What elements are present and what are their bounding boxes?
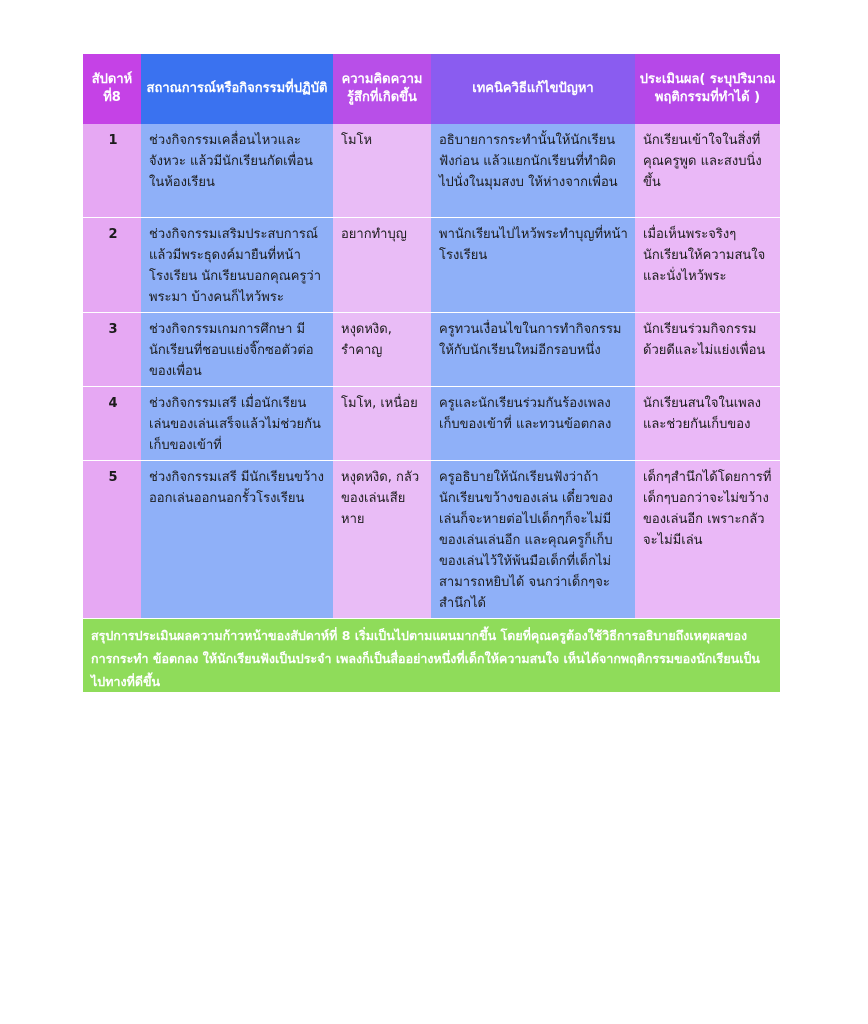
row-number: 2 <box>83 217 141 312</box>
row-number: 1 <box>83 124 141 217</box>
row-technique: ครูและนักเรียนร่วมกันร้องเพลงเก็บของเข้าที่ และทวนข้อตกลง <box>431 386 635 460</box>
row-activity: ช่วงกิจกรรมเสริมประสบการณ์ แล้วมีพระธุดงค์มายืนที่หน้าโรงเรียน นักเรียนบอกคุณครูว่าพระมา บ้างคนก็ไหว้พระ <box>141 217 333 312</box>
row-feeling: โมโห, เหนื่อย <box>333 386 431 460</box>
row-feeling: อยากทำบุญ <box>333 217 431 312</box>
header-week: สัปดาห์ที่8 <box>83 54 141 124</box>
row-number: 5 <box>83 460 141 618</box>
row-number: 3 <box>83 312 141 386</box>
header-feeling: ความคิดความรู้สึกที่เกิดขึ้น <box>333 54 431 124</box>
table-header-row <box>83 54 780 124</box>
table-row <box>83 386 780 460</box>
row-activity: ช่วงกิจกรรมเกมการศึกษา มีนักเรียนที่ชอบแย่งจิ๊กซอตัวต่อของเพื่อน <box>141 312 333 386</box>
row-number: 4 <box>83 386 141 460</box>
row-technique: ครูทวนเงื่อนไขในการทำกิจกรรมให้กับนักเรียนใหม่อีกรอบหนึ่ง <box>431 312 635 386</box>
row-technique: อธิบายการกระทำนั้นให้นักเรียนฟังก่อน แล้วแยกนักเรียนที่ทำผิดไปนั่งในมุมสงบ ให้ห่างจากเพื่อน <box>431 124 635 217</box>
row-activity: ช่วงกิจกรรมเสรี เมื่อนักเรียนเล่นของเล่นเสร็จแล้วไม่ช่วยกันเก็บของเข้าที่ <box>141 386 333 460</box>
table-row <box>83 124 780 217</box>
table-row <box>83 217 780 312</box>
header-evaluation: ประเมินผล( ระบุปริมาณพฤติกรรมที่ทำได้ ) <box>635 54 780 124</box>
header-technique: เทคนิควิธีแก้ไขปัญหา <box>431 54 635 124</box>
row-feeling: โมโห <box>333 124 431 217</box>
row-feeling: หงุดหงิด, รำคาญ <box>333 312 431 386</box>
row-evaluation: นักเรียนเข้าใจในสิ่งที่คุณครูพูด และสงบนิ่งขึ้น <box>635 124 780 217</box>
header-activity: สถาณการณ์หรือกิจกรรมที่ปฏิบัติ <box>141 54 333 124</box>
row-evaluation: นักเรียนสนใจในเพลงและช่วยกันเก็บของ <box>635 386 780 460</box>
table-row <box>83 460 780 618</box>
weekly-summary: สรุปการประเมินผลความก้าวหน้าของสัปดาห์ที่ 8 เริ่มเป็นไปตามแผนมากขึ้น โดยที่คุณครูต้องใช้วิธีการอธิบายถึงเหตุผลของการกระทำ ข้อตกลง ให้นักเรียนฟังเป็นประจำ เพลงก็เป็นสื่ออย่างหนึ่งที่เด็กให้ความสนใจ เห็นได้จากพฤติกรรมของนักเรียนเป็นไปทางที่ดีขึ้น <box>83 619 780 692</box>
row-technique: ครูอธิบายให้นักเรียนฟังว่าถ้านักเรียนขว้างของเล่น เดี๋ยวของเล่นก็จะหายต่อไปเด็กๆก็จะไม่มีของเล่นเล่นอีก และคุณครูก็เก็บของเล่นไว้ให้พ้นมือเด็กที่เด็กไม่สามารถหยิบได้ จนกว่าเด็กๆจะสำนึกได้ <box>431 460 635 618</box>
table-row <box>83 312 780 386</box>
row-feeling: หงุดหงิด, กลัวของเล่นเสียหาย <box>333 460 431 618</box>
row-evaluation: เมื่อเห็นพระจริงๆ นักเรียนให้ความสนใจและนั่งไหว้พระ <box>635 217 780 312</box>
row-evaluation: นักเรียนร่วมกิจกรรมด้วยดีและไม่แย่งเพื่อน <box>635 312 780 386</box>
row-activity: ช่วงกิจกรรมเสรี มีนักเรียนขว้างออกเล่นออกนอกรั้วโรงเรียน <box>141 460 333 618</box>
row-technique: พานักเรียนไปไหว้พระทำบุญที่หน้าโรงเรียน <box>431 217 635 312</box>
weekly-plan-table <box>83 54 780 619</box>
row-evaluation: เด็กๆสำนึกได้โดยการที่เด็กๆบอกว่าจะไม่ขว้างของเล่นอีก เพราะกลัวจะไม่มีเล่น <box>635 460 780 618</box>
row-activity: ช่วงกิจกรรมเคลื่อนไหวและจังหวะ แล้วมีนักเรียนกัดเพื่อนในห้องเรียน <box>141 124 333 217</box>
weekly-report-sheet <box>83 54 780 692</box>
